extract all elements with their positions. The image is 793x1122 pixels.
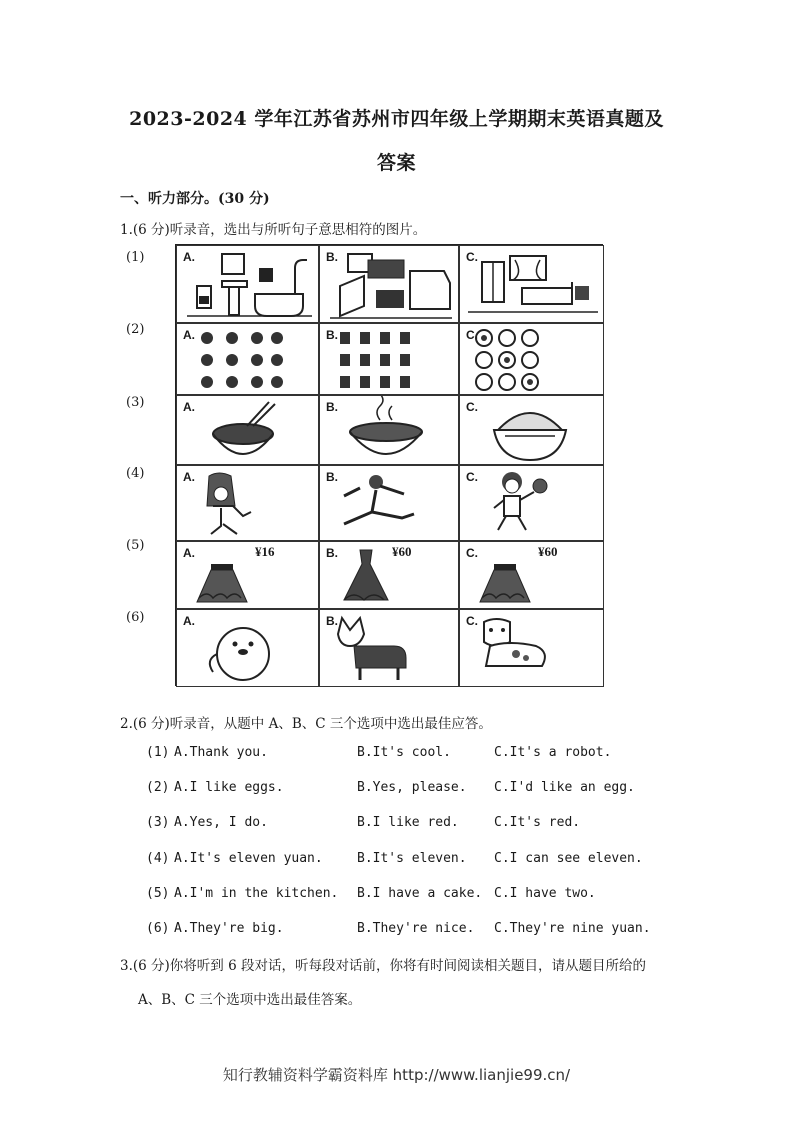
option-letter: B. <box>326 250 338 264</box>
option-3a[interactable] <box>176 395 319 465</box>
bedroom-icon <box>460 246 605 324</box>
option-letter: C. <box>466 328 478 342</box>
q2-option-a: A.I like eggs. <box>174 780 284 795</box>
q2-option-c: C.I have two. <box>494 886 596 901</box>
option-letter: C. <box>466 614 478 628</box>
animal-stickers-icon <box>320 324 460 396</box>
q2-option-a: A.Thank you. <box>174 745 268 760</box>
option-letter: A. <box>183 250 195 264</box>
page-title-line1: 2023-2024 学年江苏省苏州市四年级上学期期末英语真题及 <box>129 108 664 130</box>
option-letter: C. <box>466 400 478 414</box>
q2-option-a: A.I'm in the kitchen. <box>174 886 339 901</box>
option-4c[interactable] <box>459 465 604 541</box>
price-label: ¥60 <box>538 544 558 559</box>
plates-icon <box>460 324 605 396</box>
q2-num: (3) <box>146 815 170 830</box>
option-2c[interactable] <box>459 323 604 395</box>
question-3-line1: 3.(6 分)你将听到 6 段对话，听每段对话前，你将有时间阅读相关题目，请从题目所给的 <box>120 958 646 974</box>
option-3b[interactable] <box>319 395 459 465</box>
option-1a[interactable] <box>176 245 319 323</box>
option-2a[interactable] <box>176 323 319 395</box>
option-letter: B. <box>326 470 338 484</box>
option-3c[interactable] <box>459 395 604 465</box>
option-letter: B. <box>326 546 338 560</box>
option-letter: A. <box>183 328 195 342</box>
section-heading: 一、听力部分。(30 分) <box>120 191 270 207</box>
option-letter: C. <box>466 470 478 484</box>
q2-num: (1) <box>146 745 170 760</box>
boy-ball-icon <box>460 466 605 542</box>
soup-bowl-icon <box>320 396 460 466</box>
option-6b[interactable] <box>319 609 459 687</box>
animal-stickers-icon <box>177 324 320 396</box>
q2-option-c: C.I'd like an egg. <box>494 780 635 795</box>
noodles-bowl-icon <box>177 396 320 466</box>
picture-grid <box>175 244 603 686</box>
option-letter: A. <box>183 470 195 484</box>
option-5a[interactable] <box>176 541 319 609</box>
skirt-icon <box>177 542 320 610</box>
option-letter: C. <box>466 546 478 560</box>
q2-option-b: B.It's eleven. <box>357 851 467 866</box>
row-label-6: (6) <box>126 610 145 625</box>
q2-option-c: C.I can see eleven. <box>494 851 643 866</box>
lying-dog-icon <box>460 610 605 688</box>
option-letter: B. <box>326 614 338 628</box>
option-letter: A. <box>183 546 195 560</box>
q2-option-b: B.Yes, please. <box>357 780 467 795</box>
rice-bowl-icon <box>460 396 605 466</box>
q2-num: (5) <box>146 886 170 901</box>
option-6a[interactable] <box>176 609 319 687</box>
corgi-dog-icon <box>320 610 460 688</box>
page-title-line2: 答案 <box>376 152 416 174</box>
row-label-4: (4) <box>126 466 145 481</box>
option-letter: B. <box>326 400 338 414</box>
option-6c[interactable] <box>459 609 604 687</box>
q2-option-b: B.I have a cake. <box>357 886 483 901</box>
option-1b[interactable] <box>319 245 459 323</box>
q2-num: (2) <box>146 780 170 795</box>
question-2: 2.(6 分)听录音，从题中 A、B、C 三个选项中选出最佳应答。 <box>120 716 492 732</box>
skirt-icon <box>460 542 605 610</box>
living-room-icon <box>320 246 460 324</box>
question-3-line2: A、B、C 三个选项中选出最佳答案。 <box>138 992 362 1008</box>
dress-icon <box>320 542 460 610</box>
q2-option-a: A.They're big. <box>174 921 284 936</box>
q2-option-c: C.They're nine yuan. <box>494 921 651 936</box>
option-4a[interactable] <box>176 465 319 541</box>
option-letter: A. <box>183 614 195 628</box>
question-1: 1.(6 分)听录音，选出与所听句子意思相符的图片。 <box>120 222 427 238</box>
option-letter: C. <box>466 250 478 264</box>
price-label: ¥16 <box>255 544 275 559</box>
row-label-5: (5) <box>126 538 145 553</box>
row-label-3: (3) <box>126 395 145 410</box>
bathroom-icon <box>177 246 320 324</box>
option-2b[interactable] <box>319 323 459 395</box>
q2-option-c: C.It's red. <box>494 815 581 830</box>
fluffy-dog-icon <box>177 610 320 688</box>
option-letter: B. <box>326 328 338 342</box>
q2-option-c: C.It's a robot. <box>494 745 612 760</box>
option-4b[interactable] <box>319 465 459 541</box>
q2-option-a: A.Yes, I do. <box>174 815 268 830</box>
q2-option-b: B.It's cool. <box>357 745 451 760</box>
price-label: ¥60 <box>392 544 412 559</box>
q2-option-a: A.It's eleven yuan. <box>174 851 323 866</box>
q2-option-b: B.I like red. <box>357 815 459 830</box>
swimming-icon <box>320 466 460 542</box>
row-label-2: (2) <box>126 322 145 337</box>
option-5b[interactable] <box>319 541 459 609</box>
row-label-1: (1) <box>126 250 145 265</box>
girl-icon <box>177 466 320 542</box>
q2-option-b: B.They're nice. <box>357 921 475 936</box>
q2-num: (4) <box>146 851 170 866</box>
option-5c[interactable] <box>459 541 604 609</box>
option-1c[interactable] <box>459 245 604 323</box>
q2-num: (6) <box>146 921 170 936</box>
footer-watermark: 知行教辅资料学霸资料库 http://www.lianjie99.cn/ <box>222 1066 571 1084</box>
option-letter: A. <box>183 400 195 414</box>
